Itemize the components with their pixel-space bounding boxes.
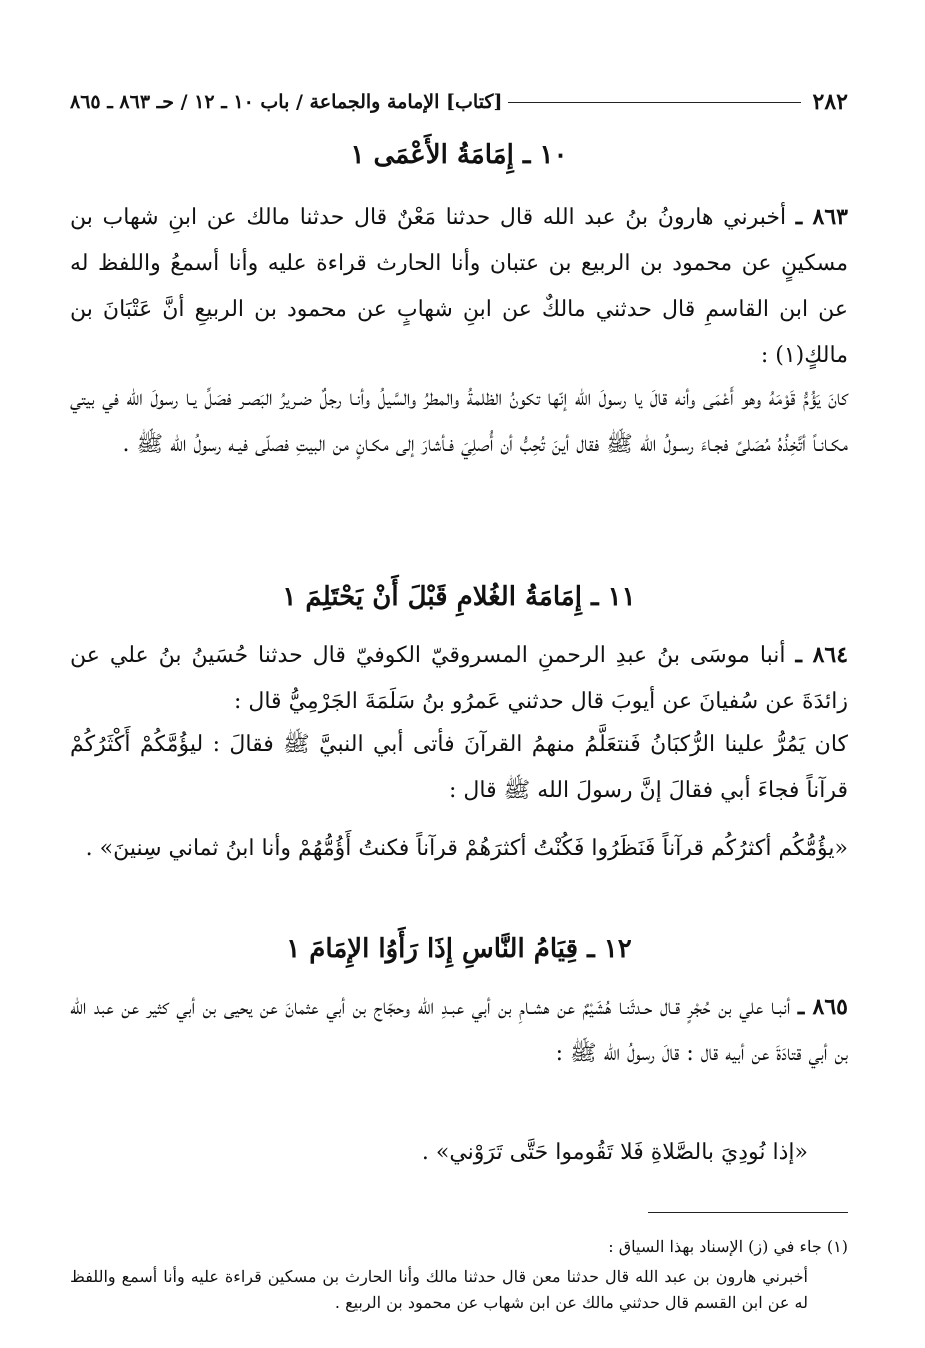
header-rule: [508, 102, 800, 103]
section-heading: ١٢ ـ قِيَامُ النَّاسِ إِذَا رَأَوُا الإِمَامَ ١: [286, 934, 632, 964]
footnote-intro-text: جاء في (ز) الإسناد بهذا السياق :: [608, 1237, 822, 1256]
page: [70, 0, 848, 1348]
page-number: ٢٨٢: [812, 89, 848, 115]
section-heading: ١١ ـ إِمَامَةُ الغُلامِ قَبْلَ أَنْ يَحْتَلِمَ ١: [282, 582, 636, 612]
running-head: [70, 86, 848, 118]
running-title: [كتاب] الإمامة والجماعة / باب ١٠ ـ ١٢ / حـ ٨٦٣ ـ ٨٦٥: [70, 91, 503, 113]
hadith-text: أنبـا علي بن حُجْرٍ قـال حـدثَنـا هُشَيْمٌ عن هشـامِ بن أبي عبـدِ الله وحجّاج بن أبي عثمانَ عن يحيى بن أبي كثير عن عبد الله بن أبي قتادَةَ عن أبيه قال : قالَ رسولُ الله ﷺ :: [70, 995, 848, 1066]
section-heading: ١٠ ـ إِمَامَةُ الأَعْمَى ١: [350, 140, 568, 170]
footnote-intro: [70, 1234, 848, 1260]
hadith-text: «يؤُمُّكُم أكثرُكُم قرآناً فَنَظَرُوا فَكُنْتُ أكثرَهُمْ قرآناً فكنتُ أَؤُمُّهُمْ وأنا ابنُ ثماني سِنينَ» .: [85, 836, 848, 861]
hadith-number: ٨٦٣ ـ: [795, 204, 848, 230]
hadith-matn: [70, 826, 848, 872]
hadith-text: «إذا نُودِيَ بالصَّلاةِ فَلا تَقُوموا حَتَّى تَرَوْني» .: [421, 1140, 808, 1165]
hadith-number: ٨٦٥ ـ: [797, 994, 848, 1020]
hadith-text: كان يَمُرُّ علينا الرُّكبَانُ فَنتعَلَّمُ منهمُ القرآنَ فأتى أبي النبيَّ ﷺ فقالَ : ليؤُمَّكُمْ أَكْثَرُكُمْ قرآناً فجاءَ أبي فقالَ إنَّ رسولَ الله ﷺ قال :: [70, 732, 848, 803]
hadith-isnad: [70, 632, 848, 725]
hadith-number: ٨٦٤ ـ: [795, 642, 849, 668]
hadith-text: كانَ يَؤُمُّ قَوْمَهُ وهو أَعْمَى وأنه قالَ يا رسولَ الله إنّها تكونُ الظلمةُ والمطرُ والسَّيلُ وأنـا رجلٌ ضـريرُ البَصـر فصَلِّ يـا رسولَ الله في بيتي مكـانـاً أتَّخِذُهُ مُصَلىً فجـاءَ رسـولُ الله ﷺ فقال أينَ تُحِبُّ أن أُصلِيَ فـأشارَ إلى مكـانٍ من البيتِ فصلّى فيـه رسولُ الله ﷺ .: [70, 386, 848, 457]
hadith-matn: [70, 376, 848, 468]
hadith-text: أخبرني هارونُ بنُ عبد الله قال حدثنا مَعْنٌ قال حدثنا مالك عن ابنِ شهاب بن مسكينٍ عن محمود بن الربيع بن عتبان وأنا الحارث قراءة عليه وأنا أسمعُ واللفظ له عن ابن القاسمِ قال حدثني مالكٌ عن ابنِ شهابٍ عن محمود بن الربيعِ أنَّ عَتْبَانَ بن مالكٍ(١) :: [70, 205, 848, 368]
hadith-matn: [70, 722, 848, 814]
footnote-marker: (١): [826, 1237, 848, 1256]
hadith-text: أنبا موسَى بنُ عبدِ الرحمنِ المسروقيّ الكوفيّ قال حدثنا حُسَينُ بنُ علي عن زائدَةَ عن سُفيانَ عن أيوبَ قال حدثني عَمرُو بنُ سَلَمَةَ الجَرْمِيُّ قال :: [70, 643, 848, 714]
hadith-matn: [70, 1130, 848, 1176]
hadith-isnad: [70, 984, 848, 1077]
footnote-body: أخبرني هارون بن عبد الله قال حدثنا معن قال حدثنا مالك وأنا الحارث بن مسكين قراءة عليه وأنا أسمع واللفظ له عن ابن القسم قال حدثني مالك عن ابن شهاب عن محمود بن الربيع .: [70, 1267, 808, 1312]
hadith-isnad: [70, 194, 848, 379]
footnote-rule: [648, 1212, 848, 1213]
